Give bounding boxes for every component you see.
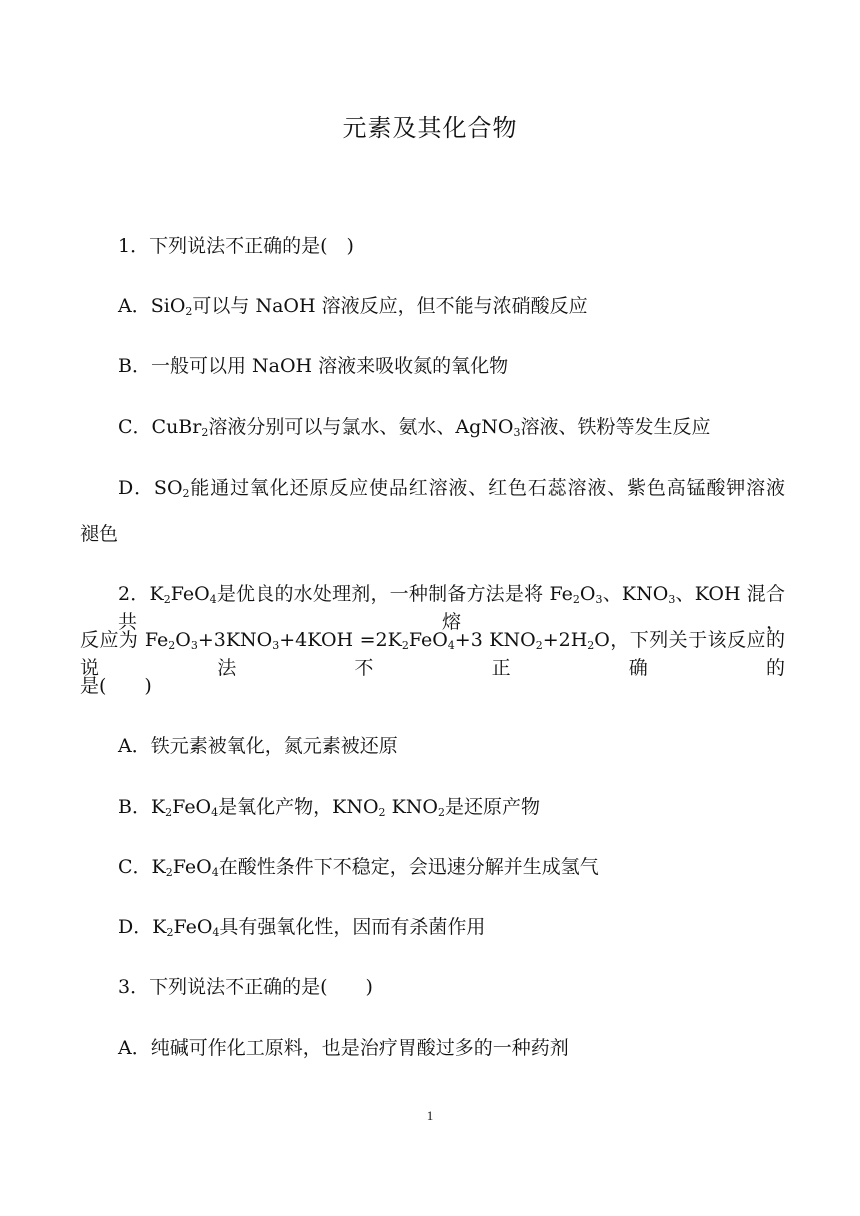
q2-stem-line3: 是( ): [80, 675, 152, 697]
q2-option-a: A．铁元素被氧化，氮元素被还原: [118, 735, 398, 757]
q3-option-a: A．纯碱可作化工原料，也是治疗胃酸过多的一种药剂: [118, 1037, 569, 1059]
q1-option-a: A．SiO$_2$可以与 NaOH 溶液反应，但不能与浓硝酸反应: [118, 295, 588, 318]
q1-option-b: B．一般可以用 NaOH 溶液来吸收氮的氧化物: [118, 355, 509, 377]
q2-option-d: D．$K_2FeO_4$具有强氧化性，因而有杀菌作用: [118, 916, 486, 939]
q3-stem: 3．下列说法不正确的是( ): [118, 976, 373, 998]
q2-stem-line1: 2．$K_2FeO_4$是优良的水处理剂，一种制备方法是将 $Fe_2O_3$、$KNO_3$、KOH 混合共熔，: [118, 583, 785, 633]
q2-option-b: B．$K_2FeO_4$是氧化产物，$KNO_2$ $KNO_2$是还原产物: [118, 796, 540, 819]
document-title: 元素及其化合物: [342, 114, 518, 142]
q2-stem-line2: 反应为 $Fe_2O_3+3KNO_3+4KOH =2K_2FeO_4+3$ $KNO_2+2H_2O$，下列关于该反应的说法不正确的: [80, 629, 785, 679]
q1-option-d: D．$SO_2$能通过氧化还原反应使品红溶液、红色石蕊溶液、紫色高锰酸钾溶液: [118, 477, 785, 500]
q1-stem: 1．下列说法不正确的是( ): [118, 235, 354, 257]
page-number: 1: [426, 1108, 434, 1123]
q1-option-d-cont: 褪色: [80, 523, 119, 545]
q1-option-c: C．CuBr$_2$溶液分别可以与氯水、氨水、AgNO$_3$溶液、铁粉等发生反应: [118, 416, 711, 439]
q2-option-c: C．$K_2FeO_4$在酸性条件下不稳定，会迅速分解并生成氢气: [118, 856, 599, 879]
